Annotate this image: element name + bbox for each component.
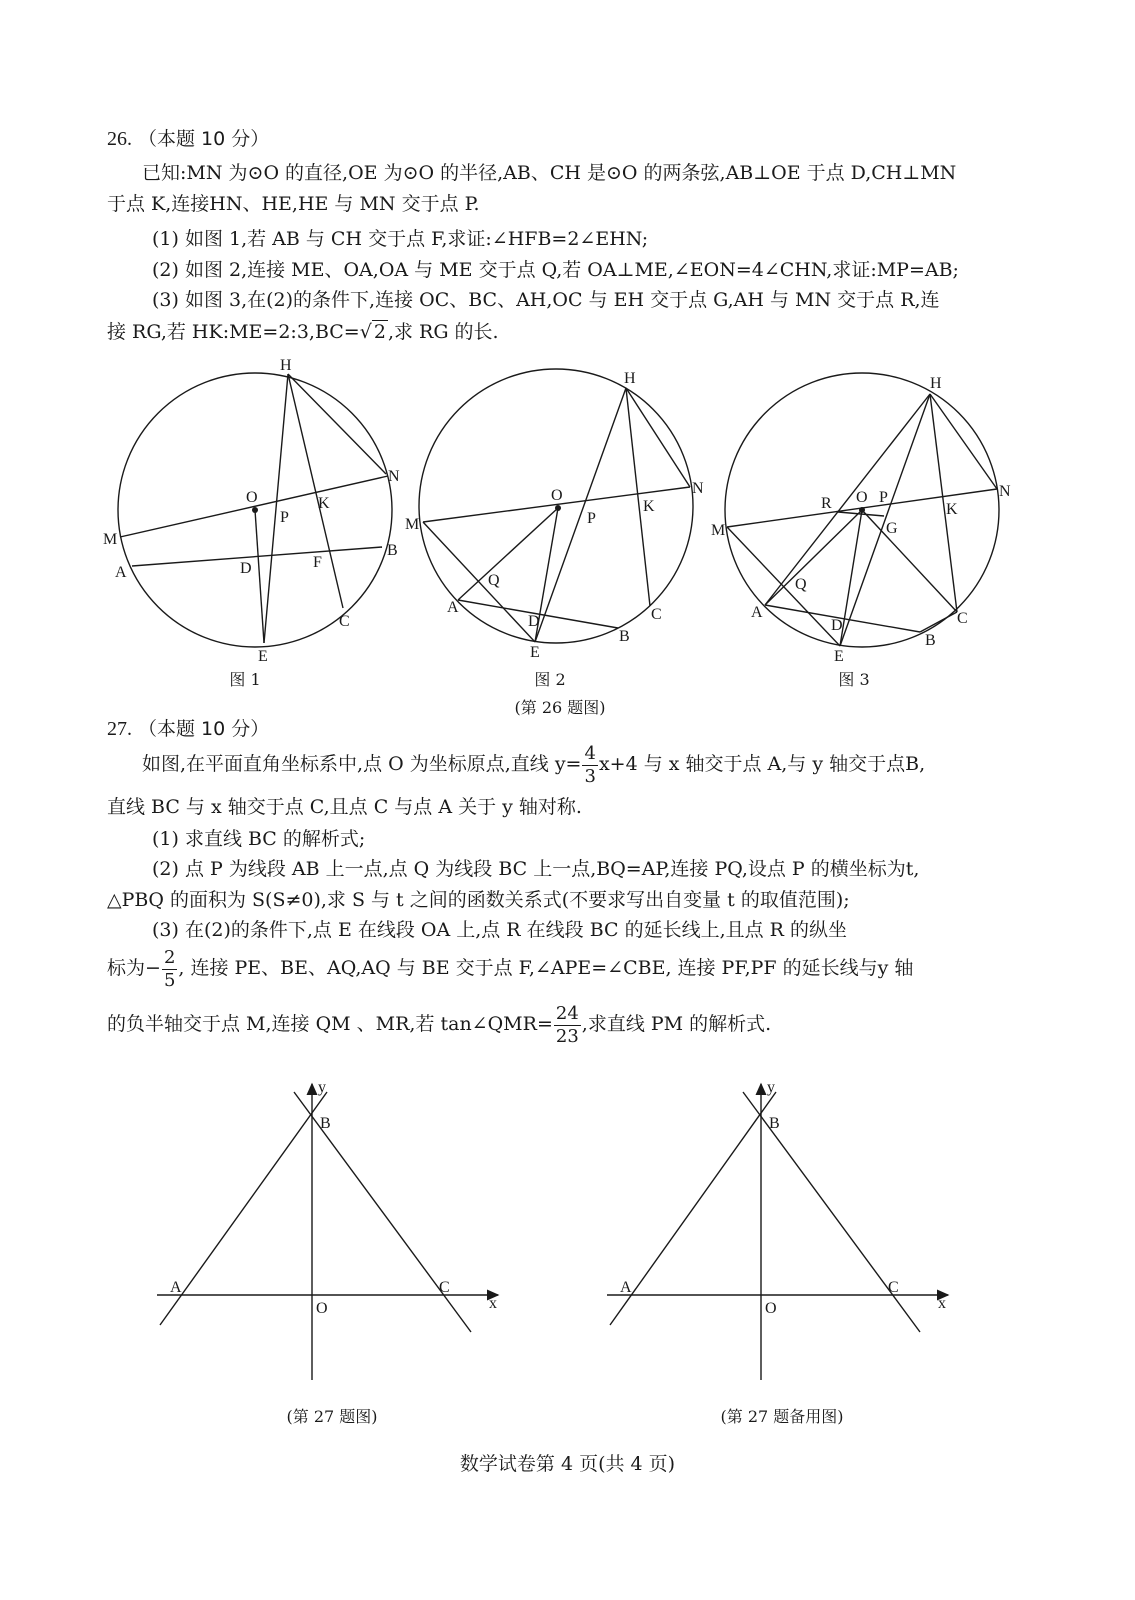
fig27b-label-A: A (620, 1279, 632, 1296)
fig27-label-B: B (320, 1115, 331, 1132)
fig27-label-A: A (170, 1279, 182, 1296)
fig3-label-P: P (879, 489, 888, 506)
r-numerator: 2 (163, 946, 176, 968)
q27-part3-line1: (3) 在(2)的条件下,点 E 在线段 OA 上,点 R 在线段 BC 的延长线上,且点 R 的纵坐 (152, 919, 848, 941)
fig3-line-OC (862, 510, 957, 612)
fig1-label-K: K (318, 495, 330, 512)
fig3-label-O: O (856, 489, 868, 506)
q27-part1: (1) 求直线 BC 的解析式; (152, 828, 366, 850)
slope-denominator: 3 (584, 765, 596, 787)
fig1-line-MN (120, 476, 388, 537)
q26-intro-line1: 已知:MN 为⊙O 的直径,OE 为⊙O 的半径,AB、CH 是⊙O 的两条弦,AB⊥OE 于点 D,CH⊥MN (142, 162, 957, 184)
fig1-label-P: P (280, 509, 289, 526)
sqrt-expression (360, 323, 388, 342)
fig3-line-OE (840, 510, 862, 646)
fig3-line-AH (765, 394, 930, 605)
fig1-label-O: O (246, 489, 258, 506)
fig27b-label-B: B (769, 1115, 780, 1132)
fig3-label-D: D (831, 617, 843, 634)
fig3-label-M: M (711, 522, 726, 539)
fig3-label-R: R (821, 495, 832, 512)
fig27-label-C: C (439, 1279, 450, 1296)
fig3-line-BC (920, 612, 957, 632)
q27-figures (0, 1070, 1135, 1410)
fig3-line-OA (765, 510, 862, 605)
fig27b-label-y: y (767, 1079, 775, 1096)
fig27-label-y: y (318, 1079, 326, 1096)
r-denominator: 5 (163, 969, 176, 991)
fig3-label-N: N (999, 483, 1011, 500)
fig2-label-P: P (587, 510, 596, 527)
fig27b-label-x: x (938, 1295, 946, 1312)
fig3-label-B: B (925, 632, 936, 649)
fig2-label-D: D (528, 613, 540, 630)
q27-figure-caption: (第 27 题图) (286, 1407, 378, 1426)
fig2-label-C: C (651, 606, 662, 623)
q26-heading (107, 124, 269, 151)
slope-numerator: 4 (584, 742, 596, 764)
fig1-label-D: D (240, 560, 252, 577)
q27-intro-line2: 直线 BC 与 x 轴交于点 C,且点 C 与点 A 关于 y 轴对称. (107, 796, 582, 818)
q26-part1: (1) 如图 1,若 AB 与 CH 交于点 F,求证:∠HFB=2∠EHN; (152, 228, 649, 250)
q27-part2-line1: (2) 点 P 为线段 AB 上一点,点 Q 为线段 BC 上一点,BQ=AP,连接 PQ,设点 P 的横坐标为t, (152, 858, 920, 880)
q27-backup-figure-caption: (第 27 题备用图) (720, 1407, 844, 1426)
q27-part3-line2 (107, 946, 913, 990)
fig1-label-M: M (103, 531, 118, 548)
tan-denominator: 23 (555, 1025, 579, 1047)
fig3-label-K: K (946, 501, 958, 518)
q26-figures (0, 350, 1135, 720)
fig2-label-A: A (447, 599, 459, 616)
q27-part3-text-pre: 标为 (107, 957, 146, 979)
q27-number: 27. (107, 718, 132, 740)
fig3-line-HE (840, 394, 930, 646)
fig27b-label-C: C (888, 1279, 899, 1296)
r-minus-sign: − (145, 957, 161, 979)
fig1-label-C: C (339, 613, 350, 630)
q27-part3-line3 (107, 1002, 771, 1046)
q26-part2: (2) 如图 2,连接 ME、OA,OA 与 ME 交于点 Q,若 OA⊥ME,∠EON=4∠CHN,求证:MP=AB; (152, 259, 959, 281)
tan-numerator: 24 (555, 1002, 579, 1024)
fig1-caption: 图 1 (229, 670, 261, 689)
fig1-label-F: F (313, 554, 322, 571)
fig1-label-E: E (258, 648, 268, 665)
q27-part3-text-tan-post: ,求直线 PM 的解析式. (581, 1013, 772, 1035)
fig27-label-x: x (489, 1295, 497, 1312)
fig3-label-G: G (886, 520, 898, 537)
q26-figure-caption: (第 26 题图) (514, 698, 606, 717)
fig2-label-B: B (619, 628, 630, 645)
page-footer: 数学试卷第 4 页(共 4 页) (459, 1453, 676, 1475)
sqrt-radicand: 2 (373, 321, 386, 343)
fig1-label-A: A (115, 564, 127, 581)
q26-score: （本题 10 分） (138, 128, 270, 150)
q26-part3-line2 (107, 323, 499, 342)
fig3-label-Q: Q (795, 576, 807, 593)
fig1-label-N: N (388, 468, 400, 485)
fig3-caption: 图 3 (838, 670, 870, 689)
sqrt-sign: √ (359, 321, 372, 343)
q27-intro-text-a: 如图,在平面直角坐标系中,点 O 为坐标原点,直线 y= (142, 753, 582, 775)
q26-part3-line1: (3) 如图 3,在(2)的条件下,连接 OC、BC、AH,OC 与 EH 交于点 G,AH 与 MN 交于点 R,连 (152, 289, 940, 311)
fig2-line-OA (458, 508, 558, 600)
fig2-label-O: O (551, 487, 563, 504)
fig1-point-O (252, 507, 258, 513)
fig3-label-A: A (751, 604, 763, 621)
fig27b-line-AB (610, 1092, 776, 1325)
fig1-line-OE (255, 510, 264, 643)
q27-part3-text-post: , 连接 PE、BE、AQ,AQ 与 BE 交于点 F,∠APE=∠CBE, 连接 PF,PF 的延长线与y 轴 (178, 957, 914, 979)
q27-intro-line1 (142, 744, 925, 786)
fig27-label-O: O (316, 1300, 328, 1317)
fig3-label-E: E (834, 648, 844, 665)
fig2-caption: 图 2 (534, 670, 566, 689)
fig3-label-C: C (957, 610, 968, 627)
slope-fraction (582, 742, 597, 787)
fig2-line-HE (535, 388, 626, 642)
fig2-label-E: E (530, 644, 540, 661)
fig2-label-N: N (692, 480, 704, 497)
q26-intro-line2: 于点 K,连接HN、HE,HE 与 MN 交于点 P. (107, 193, 480, 215)
fig27-line-AB (160, 1092, 327, 1325)
fig2-label-K: K (643, 498, 655, 515)
q26-number: 26. (107, 128, 132, 150)
q26-part3-text-post: ,求 RG 的长. (387, 321, 499, 343)
fig1-label-H: H (280, 357, 292, 374)
fig1-line-HN (288, 374, 386, 474)
fig2-label-H: H (624, 370, 636, 387)
fig2-label-Q: Q (488, 572, 500, 589)
tan-fraction (554, 1002, 581, 1047)
fig3-label-H: H (930, 375, 942, 392)
q27-part3-text-tan-pre: 的负半轴交于点 M,连接 QM 、MR,若 tan∠QMR= (107, 1013, 553, 1035)
fig2-label-M: M (405, 516, 420, 533)
fig1-line-HC (288, 374, 343, 608)
fig3-point-O (859, 507, 865, 513)
q27-heading (107, 714, 269, 741)
q27-score: （本题 10 分） (138, 718, 270, 740)
fig2-line-ME (423, 522, 535, 642)
r-ordinate-fraction (162, 946, 177, 991)
q26-part3-text-pre: 接 RG,若 HK:ME=2:3,BC= (107, 321, 360, 343)
fig2-point-O (555, 505, 561, 511)
fig27b-label-O: O (765, 1300, 777, 1317)
q27-part2-line2: △PBQ 的面积为 S(S≠0),求 S 与 t 之间的函数关系式(不要求写出自变量 t 的取值范围); (107, 889, 850, 911)
fig1-label-B: B (387, 542, 398, 559)
q27-intro-text-b: x+4 与 x 轴交于点 A,与 y 轴交于点B, (598, 753, 926, 775)
